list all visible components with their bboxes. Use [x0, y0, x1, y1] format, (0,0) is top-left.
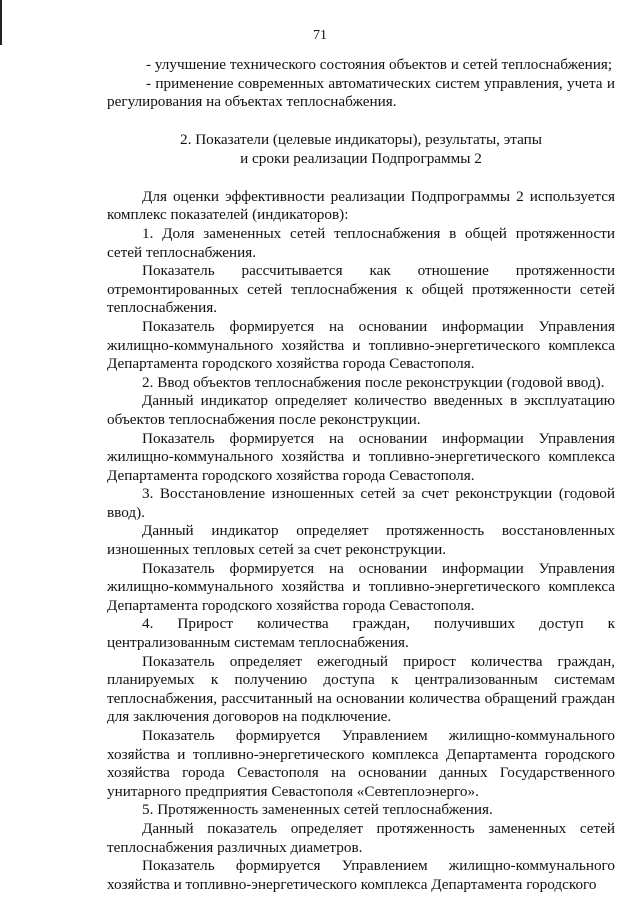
- paragraph: Показатель определяет ежегодный прирост количества граждан, планируемых к получению доступа к централизованным системам теплоснабжения, рассчитанный на основании количества обращений граждан для заключения договоров на подключение.: [107, 652, 615, 726]
- indicator-title: 1. Доля замененных сетей теплоснабжения в общей протяженности сетей теплоснабжения.: [107, 224, 615, 261]
- indicator-title: 2. Ввод объектов теплоснабжения после реконструкции (годовой ввод).: [142, 373, 605, 391]
- bullet-item: - улучшение технического состояния объектов и сетей теплоснабжения;: [146, 56, 613, 73]
- paragraph: Данный индикатор определяет протяженность восстановленных изношенных тепловых сетей за счет реконструкции.: [107, 522, 615, 559]
- section-heading: [107, 130, 615, 168]
- page-number: 71: [313, 28, 327, 43]
- paragraph: Показатель формируется Управлением жилищно-коммунального хозяйства и топливно-энергетического комплекса Департамента городского: [107, 857, 615, 893]
- paragraph: Для оценки эффективности реализации Подпрограммы 2 используется комплекс показателей (индикаторов):: [107, 187, 615, 224]
- paragraph: Показатель формируется на основании информации Управления жилищно-коммунального хозяйства и топливно-энергетического комплекса Департамента городского хозяйства города Севастополя.: [107, 559, 615, 614]
- paragraph: Показатель формируется Управлением жилищно-коммунального хозяйства и топливно-энергетического комплекса Департамента городского хозяйства города Севастополя на основании данных Государственного унитарного предприятия Севастополя «Севтеплоэнерго».: [107, 727, 615, 800]
- indicator-title: 3. Восстановление изношенных сетей за счет реконструкции (годовой ввод).: [107, 485, 615, 521]
- section-heading-line: 2. Показатели (целевые индикаторы), результаты, этапы: [180, 130, 542, 148]
- bullet-item: - применение современных автоматических систем управления, учета и регулирования на объектах теплоснабжения.: [107, 74, 615, 111]
- paragraph: Показатель рассчитывается как отношение протяженности отремонтированных сетей теплоснабжения к общей протяженности сетей теплоснабжения.: [107, 262, 615, 317]
- paragraph: Данный показатель определяет протяженность замененных сетей теплоснабжения различных диаметров.: [107, 819, 615, 856]
- indicator-title: 5. Протяженность замененных сетей теплоснабжения.: [142, 801, 493, 819]
- paragraph: Показатель формируется на основании информации Управления жилищно-коммунального хозяйства и топливно-энергетического комплекса Департамента городского хозяйства города Севастополя.: [107, 317, 615, 373]
- document-body: [107, 56, 615, 894]
- section-heading-line: и сроки реализации Подпрограммы 2: [240, 149, 482, 167]
- indicator-title: 4. Прирост количества граждан, получивших доступ к централизованным системам теплоснабжения.: [107, 615, 615, 652]
- paragraph: Показатель формируется на основании информации Управления жилищно-коммунального хозяйства и топливно-энергетического комплекса Департамента городского хозяйства города Севастополя.: [107, 429, 615, 484]
- paragraph: Данный индикатор определяет количество введенных в эксплуатацию объектов теплоснабжения после реконструкции.: [107, 392, 615, 428]
